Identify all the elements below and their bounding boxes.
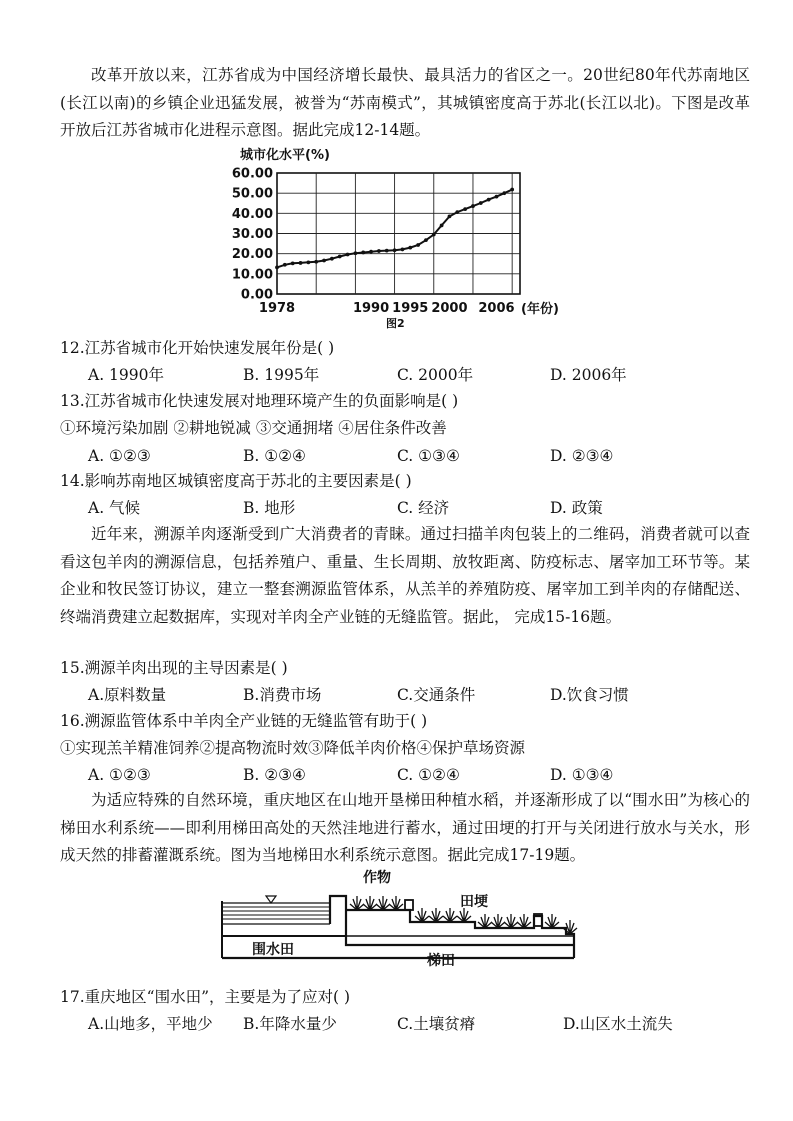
plot-frame <box>277 173 520 294</box>
data-point <box>440 224 444 228</box>
data-point <box>463 207 467 211</box>
q14-option-a[interactable]: A. 气候 <box>88 499 141 517</box>
q16-items: ①实现羔羊精准饲养②提高物流时效③降低羊肉价格④保护草场资源 <box>60 739 526 757</box>
q16-option-c[interactable]: C. ①②④ <box>397 766 460 784</box>
data-point <box>393 248 397 252</box>
data-point <box>361 251 365 255</box>
label-ridge: 田埂 <box>460 894 488 910</box>
q14-option-c[interactable]: C. 经济 <box>397 499 450 517</box>
q13-option-d[interactable]: D. ②③④ <box>550 447 614 465</box>
label-pond: 围水田 <box>252 942 294 958</box>
data-point <box>346 253 350 257</box>
data-point <box>291 261 295 265</box>
q15-option-a[interactable]: A.原料数量 <box>88 686 167 704</box>
pond-water <box>222 896 346 958</box>
crop-plants <box>350 896 577 934</box>
field-ridge <box>534 914 542 926</box>
data-point <box>338 255 342 259</box>
data-point <box>377 249 381 253</box>
q13-items: ①环境污染加剧 ②耕地锐减 ③交通拥堵 ④居住条件改善 <box>60 419 447 437</box>
label-crops: 作物 <box>363 870 391 886</box>
series-line-urbanization <box>277 190 512 268</box>
x-tick-label: 2006 <box>478 301 515 316</box>
y-tick-label: 60.00 <box>231 166 273 182</box>
data-point <box>330 257 334 261</box>
data-point <box>510 188 514 192</box>
crop-tuft <box>443 908 457 922</box>
data-point <box>401 248 405 252</box>
q14-option-b[interactable]: B. 地形 <box>243 499 296 517</box>
q13-stem: 13.江苏省城市化快速发展对地理环境产生的负面影响是( ) <box>60 392 459 410</box>
crop-tuft <box>457 908 471 922</box>
q17-option-a[interactable]: A.山地多，平地少 <box>88 1015 213 1033</box>
crop-tuft <box>415 908 429 922</box>
q14-stem: 14.影响苏南地区城镇密度高于苏北的主要因素是( ) <box>60 472 412 490</box>
y-tick-label: 0.00 <box>240 287 273 303</box>
crop-tuft <box>563 920 577 934</box>
water-level-marker <box>266 896 276 903</box>
label-terrace: 梯田 <box>427 953 455 969</box>
terrace-profile <box>222 896 574 958</box>
data-point <box>416 243 420 247</box>
crop-tuft <box>491 914 505 928</box>
q12-option-c[interactable]: C. 2000年 <box>397 366 474 384</box>
q17-stem: 17.重庆地区“围水田”，主要是为了应对( ) <box>60 988 351 1006</box>
y-tick-label: 40.00 <box>231 206 273 222</box>
q15-option-d[interactable]: D.饮食习惯 <box>550 686 629 704</box>
q12-option-a[interactable]: A. 1990年 <box>88 366 164 384</box>
crop-tuft <box>478 914 492 928</box>
crop-tuft <box>517 914 531 928</box>
data-point <box>487 198 491 202</box>
data-point <box>306 260 310 264</box>
y-tick-label: 50.00 <box>231 186 273 202</box>
crop-tuft <box>389 896 403 910</box>
data-point <box>455 210 459 214</box>
chart-caption: 图2 <box>386 317 405 330</box>
q15-stem: 15.溯源羊肉出现的主导因素是( ) <box>60 659 288 677</box>
y-tick-label: 30.00 <box>231 227 273 242</box>
x-tick-label: 1978 <box>258 301 296 316</box>
data-point <box>479 201 483 205</box>
crop-tuft <box>376 896 390 910</box>
data-point <box>448 214 452 218</box>
x-tick-label: 2000 <box>431 301 468 316</box>
crop-tuft <box>429 908 443 922</box>
q15-option-b[interactable]: B.消费市场 <box>243 686 322 704</box>
data-point <box>299 261 303 265</box>
q17-option-b[interactable]: B.年降水量少 <box>243 1015 337 1033</box>
intro-paragraph-3: 为适应特殊的自然环境，重庆地区在山地开垦梯田种植水稻，并逐渐形成了以“围水田”为核心的梯田水利系统——即利用梯田高处的天然洼地进行蓄水，通过田埂的打开与关闭进行放水与关水，形成天然的排蓄灌溉系统。图为当地梯田水利系统示意图。据此完成17-19题。 <box>60 791 750 864</box>
data-point <box>314 260 318 264</box>
q14-option-d[interactable]: D. 政策 <box>550 499 603 517</box>
data-point <box>369 250 373 254</box>
q16-stem: 16.溯源监管体系中羊肉全产业链的无缝监管有助于( ) <box>60 712 428 730</box>
q16-option-a[interactable]: A. ①②③ <box>88 766 151 784</box>
field-ridge <box>405 900 413 910</box>
data-point <box>432 233 436 237</box>
crop-tuft <box>350 896 364 910</box>
q15-option-c[interactable]: C.交通条件 <box>397 686 476 704</box>
x-tick-label: 1995 <box>392 301 429 316</box>
chart-title: 城市化水平(%) <box>240 148 330 163</box>
q12-option-d[interactable]: D. 2006年 <box>550 366 627 384</box>
crop-tuft <box>363 896 377 910</box>
q16-option-b[interactable]: B. ②③④ <box>243 766 306 784</box>
intro-paragraph-2: 近年来，溯源羊肉逐渐受到广大消费者的青睐。通过扫描羊肉包装上的二维码，消费者就可以查看这包羊肉的溯源信息，包括养殖户、重量、生长周期、放牧距离、防疫标志、屠宰加工环节等。某企业和牧民签订协议，建立一整套溯源监管体系，从羔羊的养殖防疫、屠宰加工到羊肉的存储配送、终端消费建立起数据库，实现对羊肉全产业链的无缝监管。据此， 完成15-16题。 <box>60 525 750 626</box>
data-point <box>495 195 499 199</box>
x-axis-label: (年份) <box>521 302 559 317</box>
q12-stem: 12.江苏省城市化开始快速发展年份是( ) <box>60 339 335 357</box>
data-point <box>322 259 326 263</box>
data-point <box>275 265 279 269</box>
crop-tuft <box>504 914 518 928</box>
data-point <box>353 251 357 255</box>
data-point <box>424 238 428 242</box>
q16-option-d[interactable]: D. ①③④ <box>550 766 614 784</box>
y-tick-label: 10.00 <box>231 267 273 283</box>
crop-tuft <box>545 914 559 928</box>
intro-paragraph-1: 改革开放以来，江苏省成为中国经济增长最快、最具活力的省区之一。20世纪80年代苏南地区(长江以南)的乡镇企业迅猛发展，被誉为“苏南模式”，其城镇密度高于苏北(长江以北)。下图是改革开放后江苏省城市化进程示意图。据此完成12-14题。 <box>60 66 750 139</box>
q13-option-c[interactable]: C. ①③④ <box>397 447 460 465</box>
data-point <box>385 249 389 253</box>
data-point <box>502 191 506 195</box>
q13-option-a[interactable]: A. ①②③ <box>88 447 151 465</box>
q17-option-c[interactable]: C.土壤贫瘠 <box>397 1015 476 1033</box>
q13-option-b[interactable]: B. ①②④ <box>243 447 306 465</box>
data-point <box>283 263 287 267</box>
q12-option-b[interactable]: B. 1995年 <box>243 366 320 384</box>
data-point <box>471 204 475 208</box>
data-point <box>408 246 412 250</box>
x-tick-label: 1990 <box>352 301 390 316</box>
q17-option-d[interactable]: D.山区水土流失 <box>563 1015 673 1033</box>
y-tick-label: 20.00 <box>231 247 273 263</box>
